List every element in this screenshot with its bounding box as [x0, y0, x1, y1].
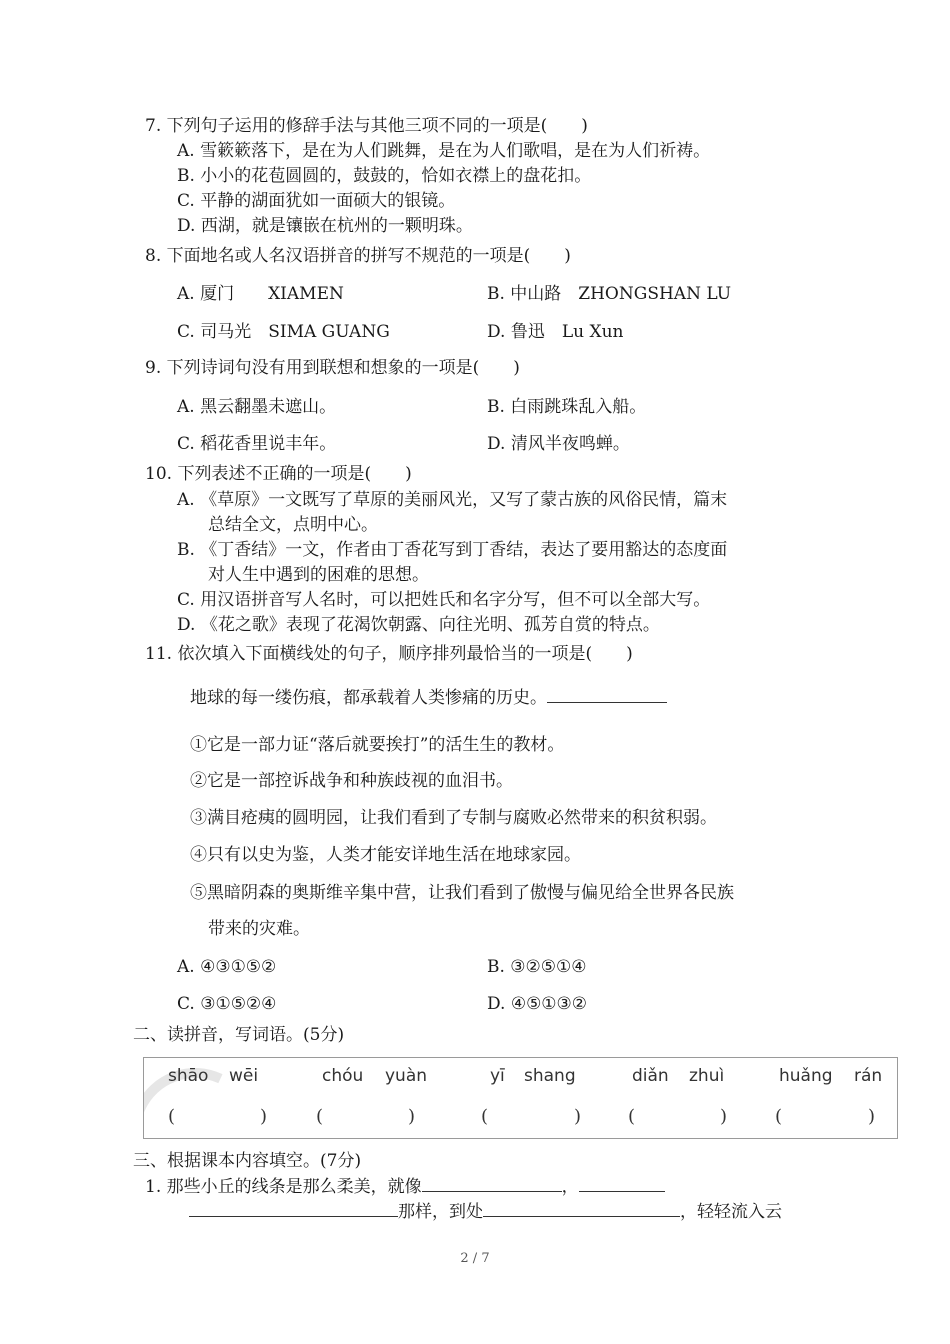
q7-option-a: A. 雪簌簌落下，是在为人们跳舞，是在为人们歌唱，是在为人们祈祷。 — [177, 141, 711, 161]
pinyin-2-a: chóu — [322, 1066, 364, 1086]
section-3-title: 三、根据课本内容填空。(7分) — [133, 1151, 362, 1171]
q8-option-c: C. 司马光 SIMA GUANG — [177, 322, 390, 342]
q8-option-d: D. 鲁迅 Lu Xun — [487, 322, 624, 342]
q9-option-c: C. 稻花香里说丰年。 — [177, 434, 337, 454]
answer-1-close: ) — [260, 1106, 268, 1127]
answer-3-close: ) — [574, 1106, 582, 1127]
pinyin-1-a: shāo — [168, 1066, 209, 1086]
q10-option-a-line1: A. 《草原》一文既写了草原的美丽风光，又写了蒙古族的风俗民情，篇末 — [177, 490, 728, 510]
q11-option-d: D. ④⑤①③② — [487, 994, 588, 1014]
q7-stem: 7. 下列句子运用的修辞手法与其他三项不同的一项是( ) — [145, 116, 588, 136]
q7-option-b: B. 小小的花苞圆圆的，鼓鼓的，恰如衣襟上的盘花扣。 — [177, 166, 592, 186]
answer-1-open: ( — [168, 1106, 176, 1127]
q11-option-a: A. ④③①⑤② — [177, 957, 277, 977]
answer-3-open: ( — [481, 1106, 489, 1127]
q11-option-b: B. ③②⑤①④ — [487, 957, 587, 977]
pinyin-box — [143, 1057, 898, 1139]
pinyin-4-b: zhuì — [689, 1066, 725, 1086]
q11-sentence-2: ②它是一部控诉战争和种族歧视的血泪书。 — [190, 771, 513, 791]
s3-q1-line1 — [145, 1174, 665, 1198]
q11-sentence-5-line1: ⑤黑暗阴森的奥斯维辛集中营，让我们看到了傲慢与偏见给全世界各民族 — [190, 883, 734, 903]
answer-2-open: ( — [316, 1106, 324, 1127]
s3-q1-comma: ， — [561, 1177, 579, 1197]
s3-q1-blank-3[interactable] — [189, 1199, 398, 1217]
s3-q1-start-text: 1. 那些小丘的线条是那么柔美，就像 — [145, 1177, 422, 1197]
s3-q1-end-text: ，轻轻流入云 — [680, 1202, 782, 1222]
q7-option-c: C. 平静的湖面犹如一面硕大的银镜。 — [177, 191, 456, 211]
q11-answer-blank[interactable] — [547, 685, 667, 703]
q11-sentence-4: ④只有以史为鉴，人类才能安详地生活在地球家园。 — [190, 845, 581, 865]
q7-option-d: D. 西湖，就是镶嵌在杭州的一颗明珠。 — [177, 216, 473, 236]
pinyin-5-b: rán — [854, 1066, 883, 1086]
pinyin-1-b: wēi — [229, 1066, 259, 1086]
q10-option-b-line2: 对人生中遇到的困难的思想。 — [208, 565, 429, 585]
q8-option-b: B. 中山路 ZHONGSHAN LU — [487, 284, 732, 304]
section-2-title: 二、读拼音，写词语。(5分) — [133, 1025, 345, 1045]
q11-sentence-5-line2: 带来的灾难。 — [208, 919, 310, 939]
q10-option-b-line1: B. 《丁香结》一文，作者由丁香花写到丁香结，表达了要用豁达的态度面 — [177, 540, 728, 560]
q11-option-c: C. ③①⑤②④ — [177, 994, 277, 1014]
s3-q1-blank-2[interactable] — [579, 1174, 665, 1192]
q9-option-d: D. 清风半夜鸣蝉。 — [487, 434, 630, 454]
q11-lead-sentence — [190, 685, 667, 709]
q10-stem: 10. 下列表述不正确的一项是( ) — [145, 464, 412, 484]
q10-option-c: C. 用汉语拼音写人名时，可以把姓氏和名字分写，但不可以全部大写。 — [177, 590, 711, 610]
q9-stem: 9. 下列诗词句没有用到联想和想象的一项是( ) — [145, 358, 520, 378]
answer-4-open: ( — [628, 1106, 636, 1127]
pinyin-3-b: shang — [524, 1066, 576, 1086]
answer-5-open: ( — [775, 1106, 783, 1127]
s3-q1-blank-4[interactable] — [483, 1199, 680, 1217]
answer-5-close: ) — [868, 1106, 876, 1127]
s3-q1-line2 — [189, 1199, 782, 1223]
q8-option-a: A. 厦门 XIAMEN — [177, 284, 344, 304]
q11-sentence-3: ③满目疮痍的圆明园，让我们看到了专制与腐败必然带来的积贫积弱。 — [190, 808, 717, 828]
q9-option-a: A. 黑云翻墨未遮山。 — [177, 397, 337, 417]
pinyin-4-a: diǎn — [632, 1066, 669, 1086]
answer-2-close: ) — [408, 1106, 416, 1127]
pinyin-3-a: yī — [490, 1066, 505, 1086]
q11-sentence-1: ①它是一部力证“落后就要挨打”的活生生的教材。 — [190, 735, 565, 755]
s3-q1-blank-1[interactable] — [422, 1174, 562, 1192]
q9-option-b: B. 白雨跳珠乱入船。 — [487, 397, 647, 417]
pinyin-5-a: huǎng — [779, 1066, 833, 1086]
s3-q1-mid-text: 那样，到处 — [398, 1202, 483, 1222]
q8-stem: 8. 下面地名或人名汉语拼音的拼写不规范的一项是( ) — [145, 246, 571, 266]
q10-option-a-line2: 总结全文，点明中心。 — [208, 515, 378, 535]
pinyin-2-b: yuàn — [385, 1066, 428, 1086]
q10-option-d: D. 《花之歌》表现了花渴饮朝露、向往光明、孤芳自赏的特点。 — [177, 615, 660, 635]
answer-4-close: ) — [720, 1106, 728, 1127]
q11-stem: 11. 依次填入下面横线处的句子，顺序排列最恰当的一项是( ) — [145, 644, 633, 664]
page-number: 2 / 7 — [460, 1251, 490, 1266]
q11-lead-text: 地球的每一缕伤痕，都承载着人类惨痛的历史。 — [190, 688, 547, 708]
